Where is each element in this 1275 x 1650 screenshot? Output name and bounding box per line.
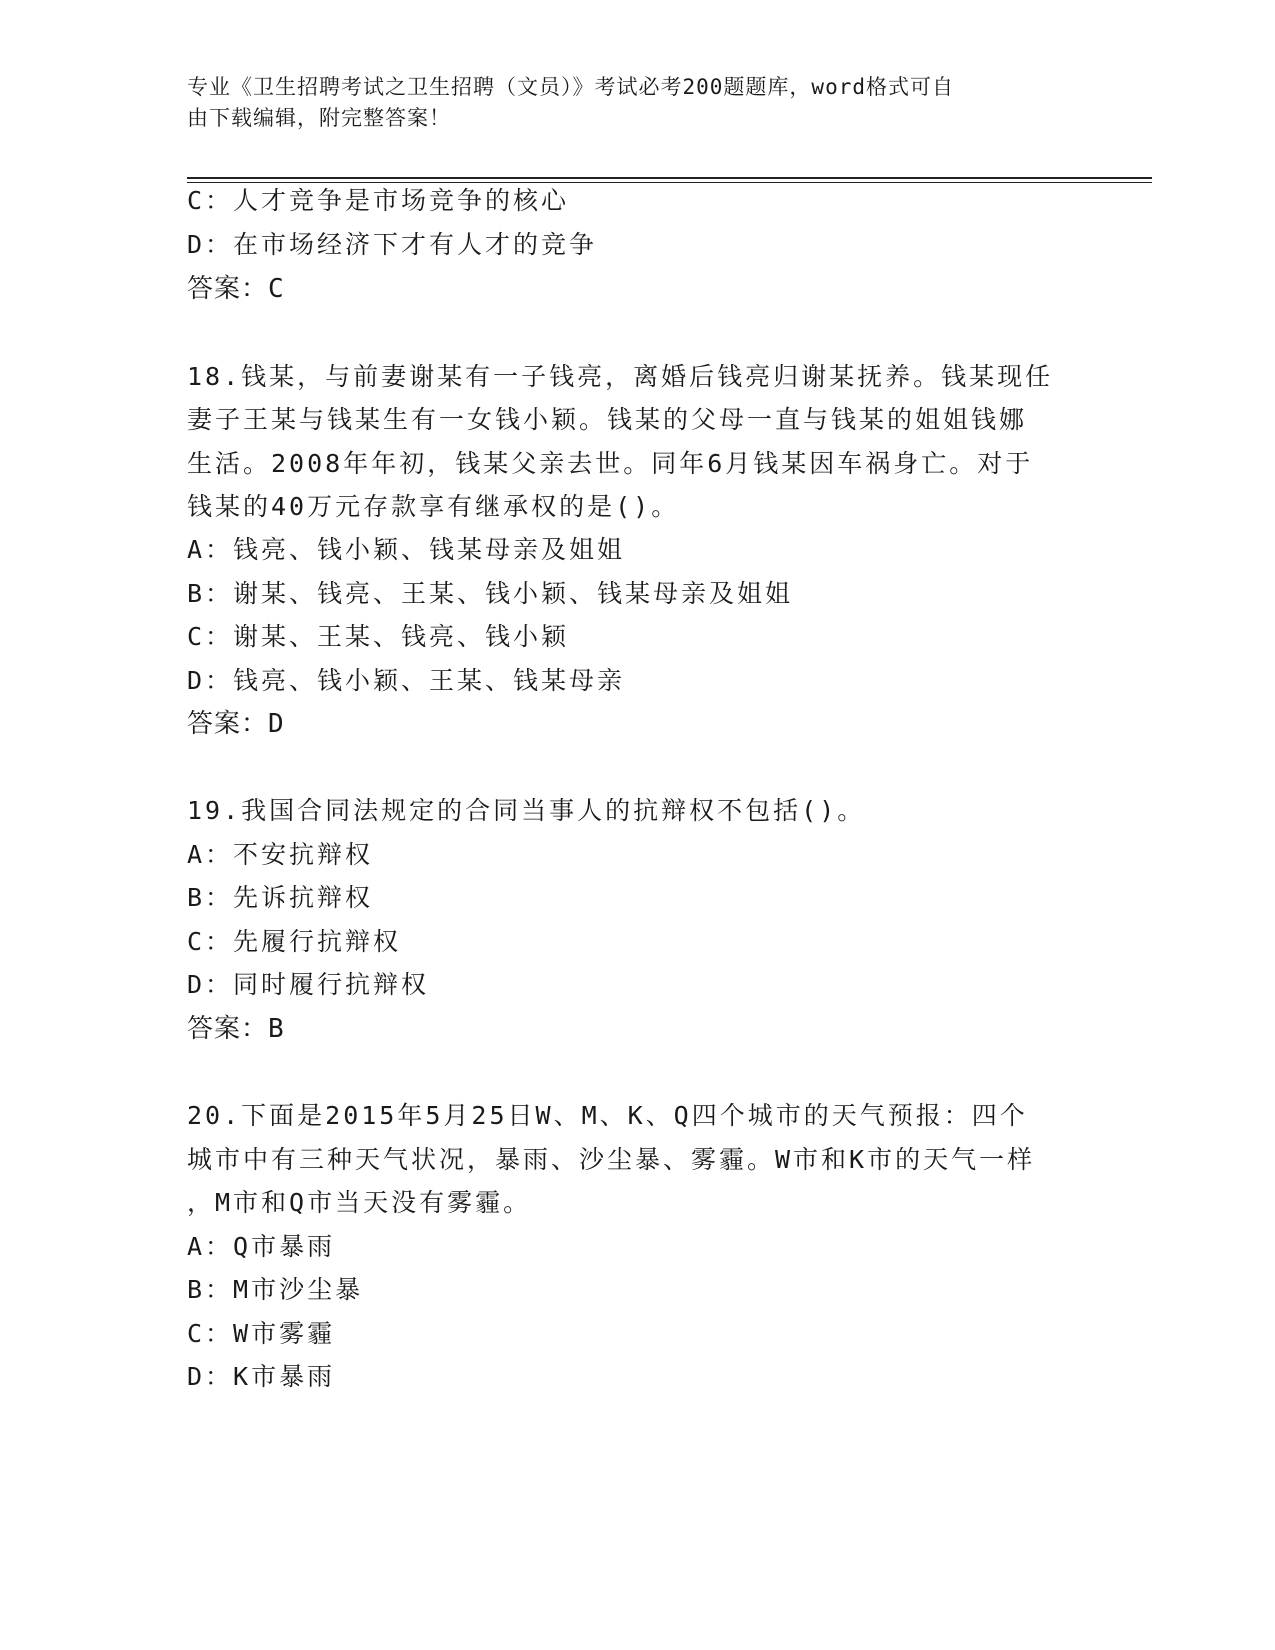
q19-answer: 答案：B [187,1014,285,1044]
q18-option-d: D：钱亮、钱小颖、王某、钱某母亲 [187,666,626,695]
q17-option-c: C：人才竞争是市场竞争的核心 [187,186,570,215]
q18-option-a: A：钱亮、钱小颖、钱某母亲及姐姐 [187,535,626,564]
document-header [187,72,1087,134]
q19-stem: 19.我国合同法规定的合同当事人的抗辩权不包括()。 [187,796,866,825]
q19-option-b: B：先诉抗辩权 [187,883,374,912]
q19-option-c: C：先履行抗辩权 [187,927,402,956]
q20-stem-line-1: 20.下面是2015年5月25日W、M、K、Q四个城市的天气预报：四个 [187,1101,1028,1130]
q18-option-b: B：谢某、钱亮、王某、钱小颖、钱某母亲及姐姐 [187,579,794,608]
q19-option-d: D：同时履行抗辩权 [187,970,430,999]
q19-option-a: A：不安抗辩权 [187,840,374,869]
q20-option-c: C：W市雾霾 [187,1319,336,1348]
header-divider-thick [187,177,1152,179]
header-line-2: 由下载编辑，附完整答案！ [187,106,451,130]
q20-stem-line-3: ，M市和Q市当天没有雾霾。 [187,1188,532,1217]
q18-option-c: C：谢某、王某、钱亮、钱小颖 [187,622,570,651]
q18-stem-line-3: 生活。2008年年初，钱某父亲去世。同年6月钱某因车祸身亡。对于 [187,449,1034,478]
q18-stem-line-2: 妻子王某与钱某生有一女钱小颖。钱某的父母一直与钱某的姐姐钱娜 [187,405,1028,434]
q18-stem-line-1: 18.钱某，与前妻谢某有一子钱亮，离婚后钱亮归谢某抚养。钱某现任 [187,362,1054,391]
q17-answer: 答案：C [187,274,285,304]
q20-option-d: D：K市暴雨 [187,1362,336,1391]
q20-option-b: B：M市沙尘暴 [187,1275,364,1304]
header-line-1: 专业《卫生招聘考试之卫生招聘（文员）》考试必考200题题库，word格式可自 [187,75,954,99]
q18-stem-line-4: 钱某的40万元存款享有继承权的是()。 [187,492,680,521]
q18-answer: 答案：D [187,709,285,739]
q17-option-d: D：在市场经济下才有人才的竞争 [187,230,598,259]
header-divider-thin [187,182,1152,183]
q20-option-a: A：Q市暴雨 [187,1232,336,1261]
q20-stem-line-2: 城市中有三种天气状况，暴雨、沙尘暴、雾霾。W市和K市的天气一样 [187,1145,1036,1174]
